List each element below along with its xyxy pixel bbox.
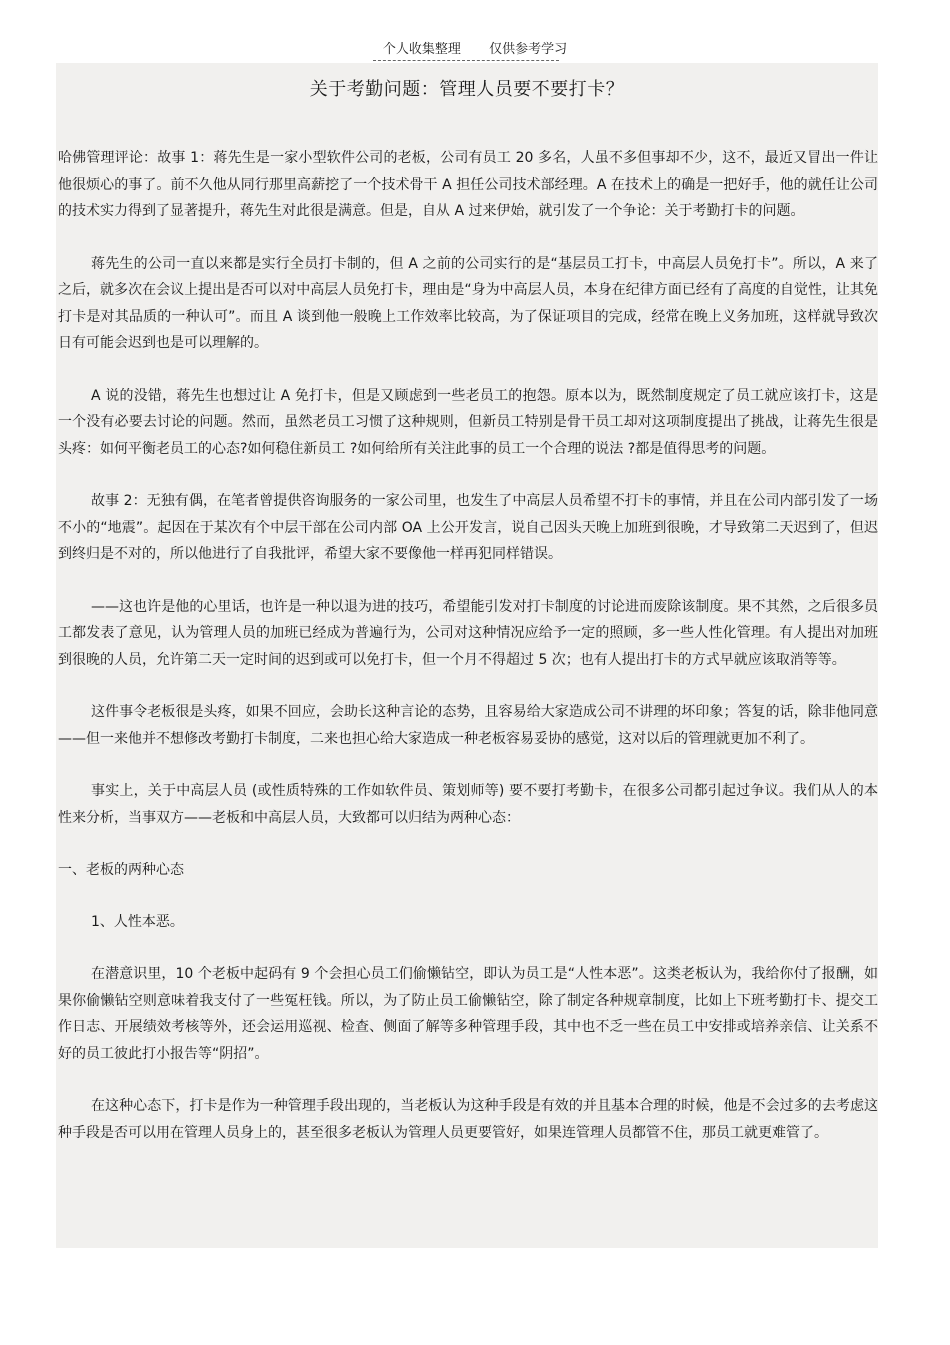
paragraph-2: 蒋先生的公司一直以来都是实行全员打卡制的，但 A 之前的公司实行的是“基层员工打卡，中高层人员免打卡”。所以，A 来了之后，就多次在会议上提出是否可以对中高层人员免打卡，理由是“身为中高层人员，本身在纪律方面已经有了高度的自觉性，让其免打卡是对其品质的一种认可”。而且 A 谈到他一般晚上工作效率比较高，为了保证项目的完成，经常在晚上义务加班，这样就导致次日有可能会迟到也是可以理解的。 xyxy=(58,255,878,351)
section-heading: 一、老板的两种心态 xyxy=(58,862,184,878)
paragraph-6: 这件事令老板很是头疼，如果不回应，会助长这种言论的态势，且容易给大家造成公司不讲理的坏印象；答复的话，除非他同意——但一来他并不想修改考勤打卡制度，二来也担心给大家造成一种老板容易妥协的感觉，这对以后的管理就更加不利了。 xyxy=(58,704,878,747)
paragraph-4: 故事 2：无独有偶，在笔者曾提供咨询服务的一家公司里，也发生了中高层人员希望不打卡的事情，并且在公司内部引发了一场不小的“地震”。起因在于某次有个中层干部在公司内部 OA 上公开发言，说自己因头天晚上加班到很晚，才导致第二天迟到了，但迟到终归是不对的，所以他进行了自我批评，希望大家不要像他一样再犯同样错误。 xyxy=(58,493,878,562)
paragraph-7: 事实上，关于中高层人员 (或性质特殊的工作如软件员、策划师等) 要不要打考勤卡，在很多公司都引起过争议。我们从人的本性来分析，当事双方——老板和中高层人员，大致都可以归结为两种心态： xyxy=(58,783,878,826)
document-title: 关于考勤问题：管理人员要不要打卡？ xyxy=(309,79,625,100)
subsection-heading: 1、人性本恶。 xyxy=(91,914,184,930)
header-divider xyxy=(373,60,559,61)
paragraph-9: 在这种心态下，打卡是作为一种管理手段出现的，当老板认为这种手段是有效的并且基本合理的时候，他是不会过多的去考虑这种手段是否可以用在管理人员身上的，甚至很多老板认为管理人员更要管好，如果连管理人员都管不住，那员工就更难管了。 xyxy=(58,1098,878,1141)
header-left-text: 个人收集整理 xyxy=(382,42,461,57)
header-right-text: 仅供参考学习 xyxy=(489,42,568,57)
paragraph-8: 在潜意识里，10 个老板中起码有 9 个会担心员工们偷懒钻空，即认为员工是“人性本恶”。这类老板认为，我给你付了报酬，如果你偷懒钻空则意味着我支付了一些冤枉钱。所以，为了防止员工偷懒钻空，除了制定各种规章制度，比如上下班考勤打卡、提交工作日志、开展绩效考核等外，还会运用巡视、检查、侧面了解等多种管理手段，其中也不乏一些在员工中安排或培养亲信、让关系不好的员工彼此打小报告等“阴招”。 xyxy=(58,966,878,1062)
paragraph-5: ——这也许是他的心里话，也许是一种以退为进的技巧，希望能引发对打卡制度的讨论进而废除该制度。果不其然，之后很多员工都发表了意见，认为管理人员的加班已经成为普遍行为，公司对这种情况应给予一定的照顾，多一些人性化管理。有人提出对加班到很晚的人员，允许第二天一定时间的迟到或可以免打卡，但一个月不得超过 5 次；也有人提出打卡的方式早就应该取消等等。 xyxy=(58,598,878,668)
paragraph-1: 哈佛管理评论：故事 1：蒋先生是一家小型软件公司的老板，公司有员工 20 多名，人虽不多但事却不少，这不，最近又冒出一件让他很烦心的事了。前不久他从同行那里高薪挖了一个技术骨干 A 担任公司技术部经理。A 在技术上的确是一把好手，他的就任让公司的技术实力得到了显著提升，蒋先生对此很是满意。但是，自从 A 过来伊始，就引发了一个争论：关于考勤打卡的问题。 xyxy=(58,150,878,219)
document-page xyxy=(56,63,878,1248)
document-body xyxy=(56,145,878,1146)
paragraph-3: A 说的没错，蒋先生也想过让 A 免打卡，但是又顾虑到一些老员工的抱怨。原本以为，既然制度规定了员工就应该打卡，这是一个没有必要去讨论的问题。然而，虽然老员工习惯了这种规则，但新员工特别是骨干员工却对这项制度提出了挑战，让蒋先生很是头疼：如何平衡老员工的心态?如何稳住新员工 ?如何给所有关注此事的员工一个合理的说法 ?都是值得思考的问题。 xyxy=(58,387,878,457)
page-header xyxy=(0,38,950,57)
